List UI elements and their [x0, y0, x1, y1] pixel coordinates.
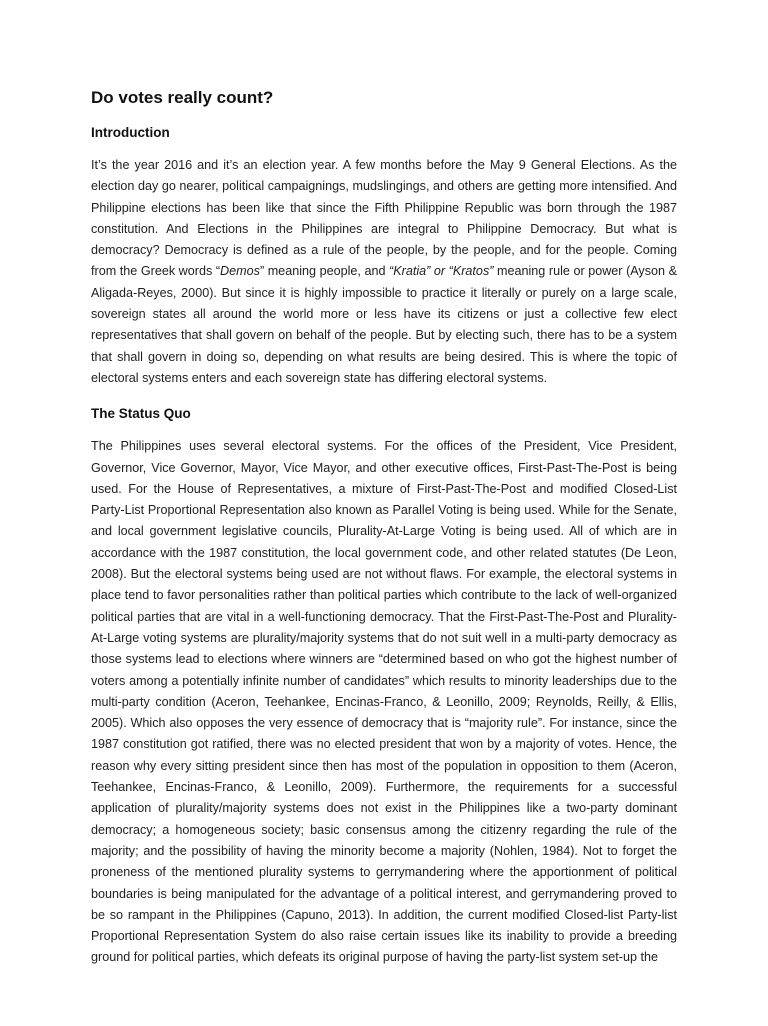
text-run: The Philippines uses several electoral systems. For the offices of the President, Vice President, Governor, Vice Governor, Mayor, Vice Mayor, and other executive offices, First-Past-The-Post is being used. For the House of Representatives, a mixture of First-Past-The-Post and modified Closed-List Party-List Proportional Representation also known as Parallel Voting is being used. While for the Senate, and local government legislative councils, Plurality-At-Large Voting is being used. All of which are in accordance with the 1987 constitution, the local government code, and other related statutes (De Leon, 2008). But the electoral systems being used are not without flaws. For example, the electoral systems in place tend to favor personalities rather than political parties which contribute to the lack of well-organized political parties that are vital in a well-functioning democracy. That the First-Past-The-Post and Plurality-At-Large voting systems are plurality/majority systems that do not suit well in a multi-party democracy as those systems lead to elections where winners are “determined based on who got the highest number of voters among a potentially infinite number of candidates” which results to minority leaderships due to the multi-party condition (Aceron, Teehankee, Encinas-Franco, & Leonillo, 2009; Reynolds, Reilly, & Ellis, 2005). Which also opposes the very essence of democracy that is “majority rule”. For instance, since the 1987 constitution got ratified, there was no elected president that won by a majority of votes. Hence, the reason why every sitting president since then has most of the population in opposition to them (Aceron, Teehankee, Encinas-Franco, & Leonillo, 2009). Furthermore, the requirements for a successful application of plurality/majority systems does not exist in the Philippines like a two-party dominant democracy; a homogeneous society; basic consensus among the citizenry regarding the rule of the majority; and the possibility of having the minority become a majority (Nohlen, 1984). Not to forget the proneness of the mentioned plurality systems to gerrymandering where the apportionment of political boundaries is being manipulated for the advantage of a political interest, and gerrymandering proved to be so rampant in the Philippines (Capuno, 2013). In addition, the current modified Closed-list Party-list Proportional Representation System do also raise certain issues like its inability to provide a breeding ground for political parties, which defeats its original purpose of having the party-list system set-up the: [91, 439, 677, 965]
document-title: Do votes really count?: [91, 88, 274, 107]
document-body: [91, 125, 677, 969]
paragraph: [91, 436, 677, 968]
text-run: meaning rule or power (Ayson & Aligada-Reyes, 2000). But since it is highly impossible to practice it literally or purely on a large scale, sovereign states all around the world more or less have its citizens or just a collective few elect representatives that shall govern on behalf of the people. But by electing such, there has to be a system that shall govern in doing so, depending on what results are being desired. This is where the topic of electoral systems enters and each sovereign state has differing electoral systems.: [91, 264, 677, 385]
text-run-italic: Demos: [220, 264, 260, 279]
text-run-italic: “Kratia” or “Kratos”: [389, 264, 494, 279]
section-heading-0: Introduction: [91, 125, 170, 140]
paragraph: [91, 155, 677, 389]
section-heading-1: The Status Quo: [91, 406, 191, 422]
text-run: ” meaning people, and: [259, 264, 390, 279]
text-run: It’s the year 2016 and it’s an election year. A few months before the May 9 General Elections. As the election day go nearer, political campaignings, mudslingings, and others are getting more intensified. And Philippine elections has been like that since the Fifth Philippine Republic was born through the 1987 constitution. And Elections in the Philippines are integral to Philippine Democracy. But what is democracy? Democracy is defined as a rule of the people, by the people, and for the people. Coming from the Greek words “: [91, 158, 677, 279]
